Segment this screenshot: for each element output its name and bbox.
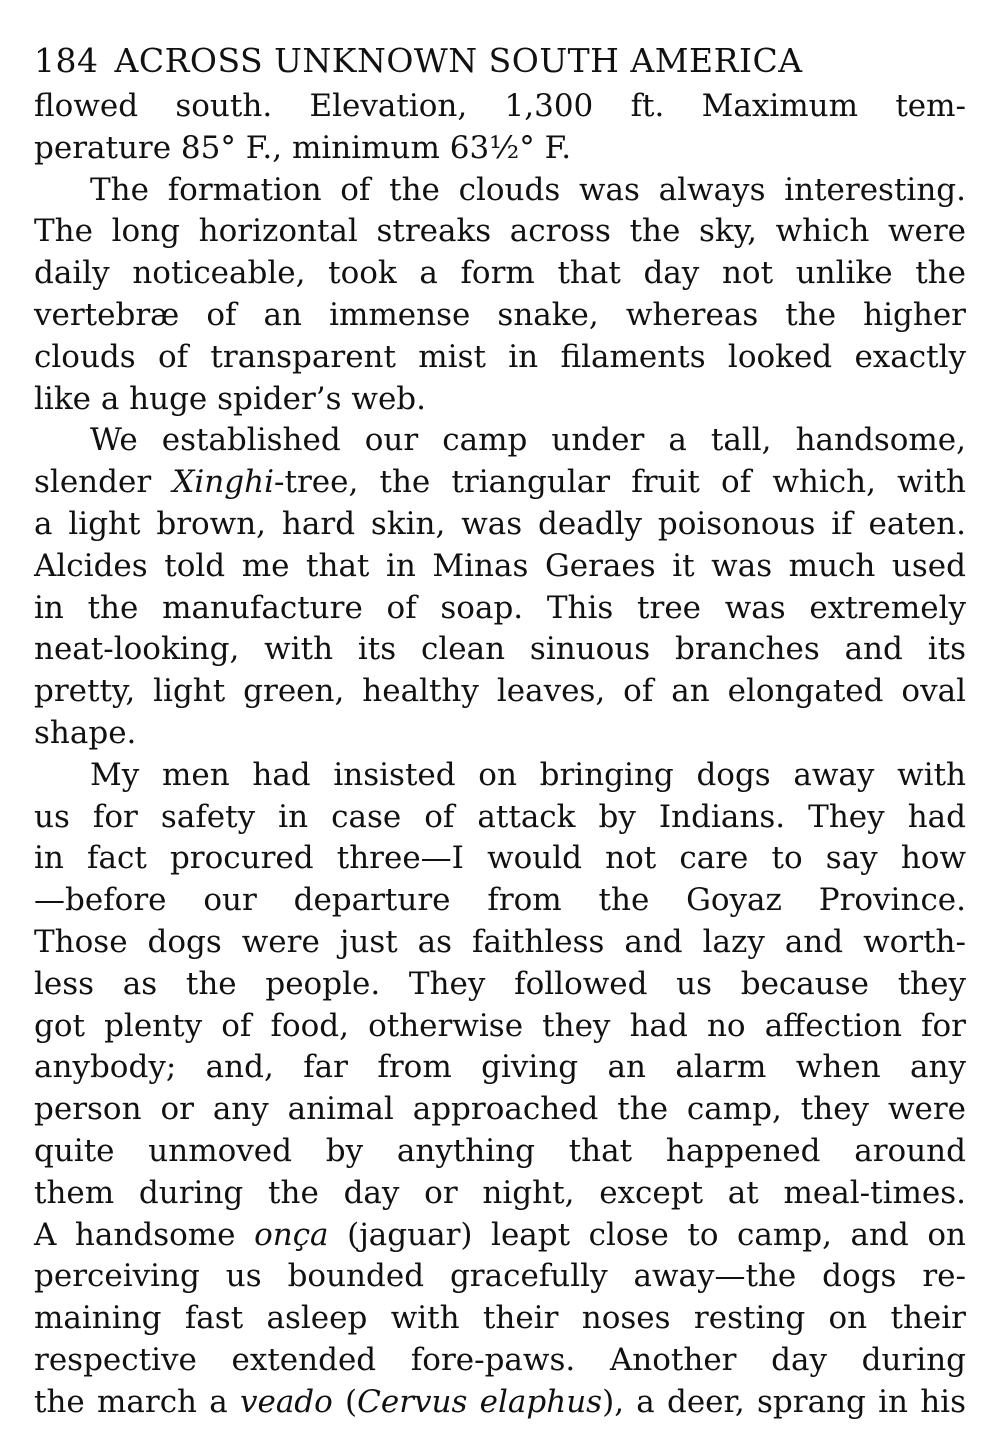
text-segment: in the manufacture of soap. This tree was extremely — [34, 589, 966, 626]
page-number: 184 — [34, 41, 99, 80]
text-segment: pretty, light green, healthy leaves, of an elongated oval — [34, 673, 966, 710]
text-segment: My men had insisted on bringing dogs away with — [90, 756, 966, 793]
text-segment: them during the day or night, except at meal-times. — [34, 1174, 966, 1211]
text-line — [34, 671, 966, 713]
text-line — [34, 1382, 966, 1424]
italic-text: veado — [239, 1383, 333, 1420]
text-segment: ), a deer, sprang in his — [602, 1383, 966, 1420]
text-line — [34, 713, 966, 755]
text-line — [34, 1340, 966, 1382]
italic-text: Xinghi — [172, 464, 275, 501]
text-segment: vertebræ of an immense snake, whereas the higher — [34, 296, 966, 333]
text-segment: perature 85° F., minimum 63½° F. — [34, 129, 572, 166]
text-segment: ( — [332, 1383, 358, 1420]
italic-text: Cervus elaphus — [357, 1383, 603, 1420]
text-segment: Alcides told me that in Minas Geraes it was much used — [34, 547, 966, 584]
text-line — [34, 880, 966, 922]
text-segment: shape. — [34, 714, 137, 751]
text-segment: less as the people. They followed us because they — [34, 965, 966, 1002]
text-segment: We established our camp under a tall, handsome, — [90, 422, 966, 459]
text-line — [34, 253, 966, 295]
text-segment: The formation of the clouds was always interesting. — [90, 171, 966, 208]
text-segment: perceiving us bounded gracefully away—the dogs re- — [34, 1258, 966, 1295]
text-segment: clouds of transparent mist in filaments looked exactly — [34, 338, 966, 375]
text-segment: Those dogs were just as faithless and lazy and worth- — [34, 923, 966, 960]
text-segment: (jaguar) leapt close to camp, and on — [328, 1216, 966, 1253]
text-segment: respective extended fore-paws. Another day during — [34, 1341, 966, 1378]
text-segment: A handsome — [34, 1216, 255, 1253]
text-line — [34, 588, 966, 630]
text-line — [34, 211, 966, 253]
text-segment: like a huge spider’s web. — [34, 380, 426, 417]
text-segment: slender — [34, 464, 173, 501]
text-segment: quite unmoved by anything that happened around — [34, 1132, 966, 1169]
text-line — [34, 1089, 966, 1131]
text-line — [34, 1256, 966, 1298]
running-header — [34, 0, 966, 80]
text-line — [34, 379, 966, 421]
text-line — [34, 1131, 966, 1173]
text-line — [34, 128, 966, 170]
body-text — [34, 86, 966, 1424]
text-segment: The long horizontal streaks across the sky, which were — [34, 213, 966, 250]
text-line — [34, 755, 966, 797]
text-segment: -tree, the triangular fruit of which, with — [274, 464, 967, 501]
book-page — [34, 0, 966, 1424]
text-line — [34, 922, 966, 964]
text-line — [34, 504, 966, 546]
text-line — [34, 797, 966, 839]
text-line — [34, 1215, 966, 1257]
text-segment: daily noticeable, took a form that day not unlike the — [34, 255, 966, 292]
text-line — [34, 337, 966, 379]
text-line — [34, 838, 966, 880]
text-segment: a light brown, hard skin, was deadly poisonous if eaten. — [34, 505, 966, 542]
text-segment: flowed south. Elevation, 1,300 ft. Maximum tem- — [34, 88, 966, 124]
running-title: ACROSS UNKNOWN SOUTH AMERICA — [114, 41, 803, 80]
text-segment: person or any animal approached the camp, they were — [34, 1091, 966, 1128]
text-line — [34, 170, 966, 212]
text-segment: neat-looking, with its clean sinuous branches and its — [34, 631, 966, 668]
text-segment: maining fast asleep with their noses resting on their — [34, 1300, 966, 1337]
text-line — [34, 1298, 966, 1340]
text-segment: got plenty of food, otherwise they had no affection for — [34, 1007, 966, 1044]
text-line — [34, 86, 966, 128]
text-line — [34, 629, 966, 671]
text-line — [34, 1047, 966, 1089]
text-segment: us for safety in case of attack by Indians. They had — [34, 798, 966, 835]
text-line — [34, 546, 966, 588]
text-line — [34, 420, 966, 462]
text-line — [34, 1006, 966, 1048]
text-line — [34, 964, 966, 1006]
text-segment: the march a — [34, 1383, 240, 1420]
italic-text: onça — [254, 1216, 329, 1253]
text-line — [34, 1173, 966, 1215]
text-line — [34, 462, 966, 504]
text-segment: anybody; and, far from giving an alarm when any — [34, 1049, 966, 1086]
text-segment: —before our departure from the Goyaz Province. — [34, 882, 966, 919]
text-segment: in fact procured three—I would not care to say how — [34, 840, 966, 877]
text-line — [34, 295, 966, 337]
